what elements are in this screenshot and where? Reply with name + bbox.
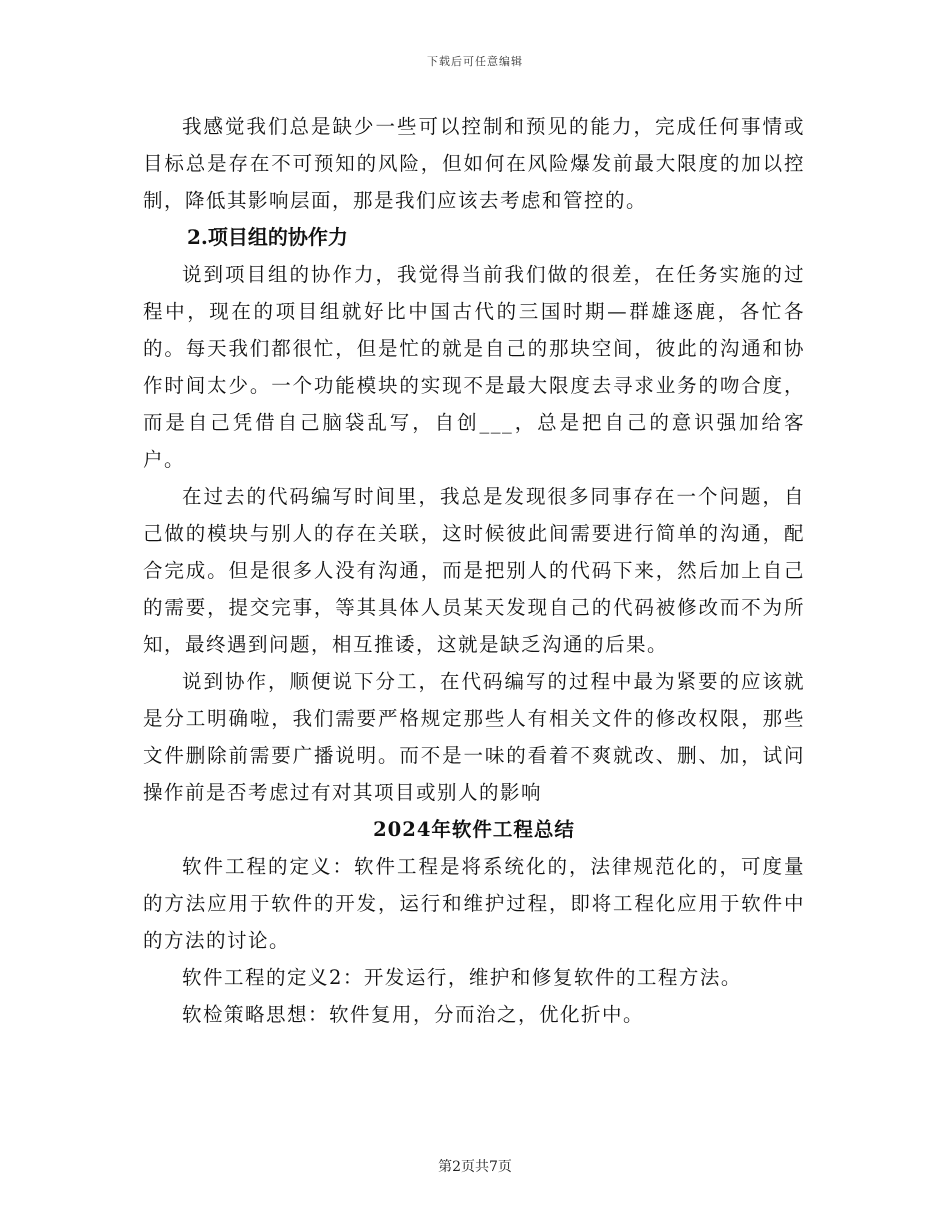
paragraph-strategy: 软检策略思想：软件复用，分而治之，优化折中。 [182, 1003, 645, 1026]
document-title: 2024年软件工程总结 [373, 818, 575, 841]
paragraph-definition-1: 软件工程的定义：软件工程是将系统化的，法律规范化的，可度量的方法应用于软件的开发，运行和维护过程，即将工程化应用于软件中的方法的讨论。 [143, 855, 805, 952]
page-number: 第2页共7页 [438, 1159, 512, 1175]
paragraph-collaboration: 说到项目组的协作力，我觉得当前我们做的很差，在任务实施的过程中，现在的项目组就好比中国古代的三国时期—群雄逐鹿，各忙各的。每天我们都很忙，但是忙的就是自己的那块空间，彼此的沟通和协作时间太少。一个功能模块的实现不是最大限度去寻求业务的吻合度，而是自己凭借自己脑袋乱写，自创___，总是把自己的意识强加给客户。 [143, 263, 805, 471]
page-header: 下载后可任意编辑 [427, 55, 523, 68]
section-heading-collaboration: 2.项目组的协作力 [187, 225, 348, 249]
paragraph-definition-2: 软件工程的定义2：开发运行，维护和修复软件的工程方法。 [182, 966, 742, 989]
paragraph-risk-control: 我感觉我们总是缺少一些可以控制和预见的能力，完成任何事情或目标总是存在不可预知的风险，但如何在风险爆发前最大限度的加以控制，降低其影响层面，那是我们应该去考虑和管控的。 [143, 115, 805, 212]
document-body [143, 108, 805, 1033]
paragraph-communication: 在过去的代码编写时间里，我总是发现很多同事存在一个问题，自己做的模块与别人的存在关联，这时候彼此间需要进行简单的沟通，配合完成。但是很多人没有沟通，而是把别人的代码下来，然后加上自己的需要，提交完事，等其具体人员某天发现自己的代码被修改而不为所知，最终遇到问题，相互推诿，这就是缺乏沟通的后果。 [143, 485, 805, 656]
paragraph-division-of-labor: 说到协作，顺便说下分工，在代码编写的过程中最为紧要的应该就是分工明确啦，我们需要严格规定那些人有相关文件的修改权限，那些文件删除前需要广播说明。而不是一味的看着不爽就改、删、加，试问操作前是否考虑过有对其项目或别人的影响 [143, 670, 805, 804]
